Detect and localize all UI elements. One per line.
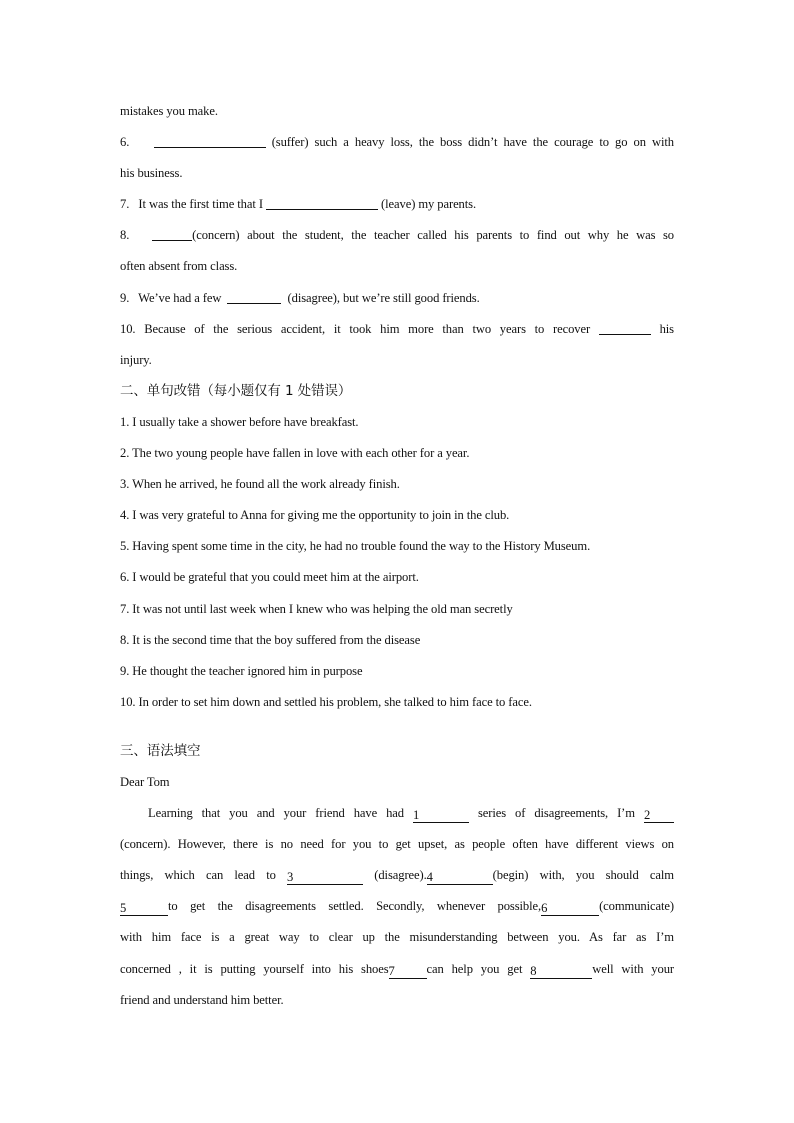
passage-text: to get the disagreements settled. Secondly, whenever — [168, 899, 486, 914]
question-9-number: 9. — [120, 290, 130, 305]
passage-blank-1[interactable]: 1 — [413, 809, 469, 823]
question-7-text-a: It was the first time that I — [138, 197, 263, 212]
previous-line: mistakes you make. — [120, 104, 218, 118]
question-7-text-b: (leave) my parents. — [381, 197, 477, 212]
question-6-line2: his business. — [120, 166, 183, 181]
passage-blank-3[interactable]: 3 — [287, 871, 363, 885]
passage-text: (begin) with, you should calm — [492, 868, 674, 883]
question-9-text-a: We’ve had a few — [138, 290, 222, 305]
correction-item-10: 10. In order to set him down and settled his problem, she talked to him face to face. — [120, 694, 532, 709]
passage-blank-5[interactable]: 5 — [120, 902, 168, 916]
passage-line-3 — [120, 860, 674, 891]
question-8-text: (concern) about the student, the teacher called his parents to find out why he was so — [192, 228, 674, 243]
question-8-blank[interactable] — [152, 227, 192, 241]
correction-item-3: 3. When he arrived, he found all the work already finish. — [120, 477, 400, 492]
question-10-text-b: his — [659, 321, 674, 336]
correction-item-8: 8. It is the second time that the boy suffered from the disease — [120, 632, 421, 647]
passage-blank-6[interactable]: 6 — [541, 902, 599, 916]
question-6-blank[interactable] — [154, 134, 266, 148]
question-6-number: 6. — [120, 135, 130, 150]
passage-line-1 — [120, 798, 674, 829]
correction-item-2: 2. The two young people have fallen in love with each other for a year. — [120, 446, 470, 461]
passage-text: possible, — [497, 899, 542, 914]
question-10-line1 — [120, 314, 674, 345]
passage-line-2: (concern). However, there is no need for you to get upset, as people often have different views on — [120, 837, 674, 852]
question-8-line2: often absent from class. — [120, 259, 238, 274]
passage-text: series of disagreements, I’m — [477, 806, 635, 821]
passage-line-6 — [120, 954, 674, 985]
question-7-blank[interactable] — [266, 196, 378, 210]
section-spacer — [120, 718, 674, 736]
letter-salutation: Dear Tom — [120, 774, 170, 789]
passage-text: (communicate) — [599, 899, 674, 914]
correction-item-6: 6. I would be grateful that you could meet him at the airport. — [120, 570, 419, 585]
passage-text: Learning that you and your friend have had — [148, 806, 404, 821]
question-9-text-b: (disagree), but we’re still good friends. — [287, 290, 480, 305]
passage-text: (disagree). — [374, 868, 427, 883]
passage-blank-7[interactable]: 7 — [389, 965, 427, 979]
correction-item-7: 7. It was not until last week when I knew who was helping the old man secretly — [120, 601, 513, 616]
question-10-blank[interactable] — [599, 321, 651, 335]
correction-item-4: 4. I was very grateful to Anna for giving me the opportunity to join in the club. — [120, 508, 510, 523]
passage-line-5: with him face is a great way to clear up the misunderstanding between you. As far as I’m — [120, 930, 674, 945]
question-8-line1 — [120, 220, 674, 251]
passage-blank-4[interactable]: 4 — [427, 871, 493, 885]
question-7-number: 7. — [120, 197, 130, 212]
section-2-heading: 二、单句改错（每小题仅有 1 处错误） — [120, 382, 352, 399]
correction-item-5: 5. Having spent some time in the city, he had no trouble found the way to the History Museum. — [120, 539, 591, 554]
correction-item-1: 1. I usually take a shower before have breakfast. — [120, 414, 359, 429]
worksheet-page — [120, 96, 674, 1016]
section-3-heading: 三、语法填空 — [120, 742, 201, 759]
question-9-blank[interactable] — [227, 290, 281, 304]
passage-text: well with your — [592, 961, 674, 976]
passage-text: concerned , it is putting yourself into his shoes — [120, 961, 389, 976]
question-6-line1 — [120, 127, 674, 158]
question-6-text: (suffer) such a heavy loss, the boss didn’t have the courage to go on with — [271, 135, 674, 150]
question-7-line — [120, 189, 674, 220]
passage-line-7: friend and understand him better. — [120, 992, 284, 1007]
correction-item-9: 9. He thought the teacher ignored him in purpose — [120, 663, 363, 678]
passage-text: things, which can lead to — [120, 868, 276, 883]
question-10-text-a: 10. Because of the serious accident, it took him more than two years to recover — [120, 321, 591, 336]
question-10-line2: injury. — [120, 352, 152, 367]
question-8-number: 8. — [120, 228, 130, 243]
question-9-line — [120, 283, 674, 314]
passage-text: can help you get — [426, 961, 523, 976]
passage-blank-8[interactable]: 8 — [530, 965, 592, 979]
passage-blank-2[interactable]: 2 — [644, 809, 674, 823]
passage-line-4 — [120, 891, 674, 922]
